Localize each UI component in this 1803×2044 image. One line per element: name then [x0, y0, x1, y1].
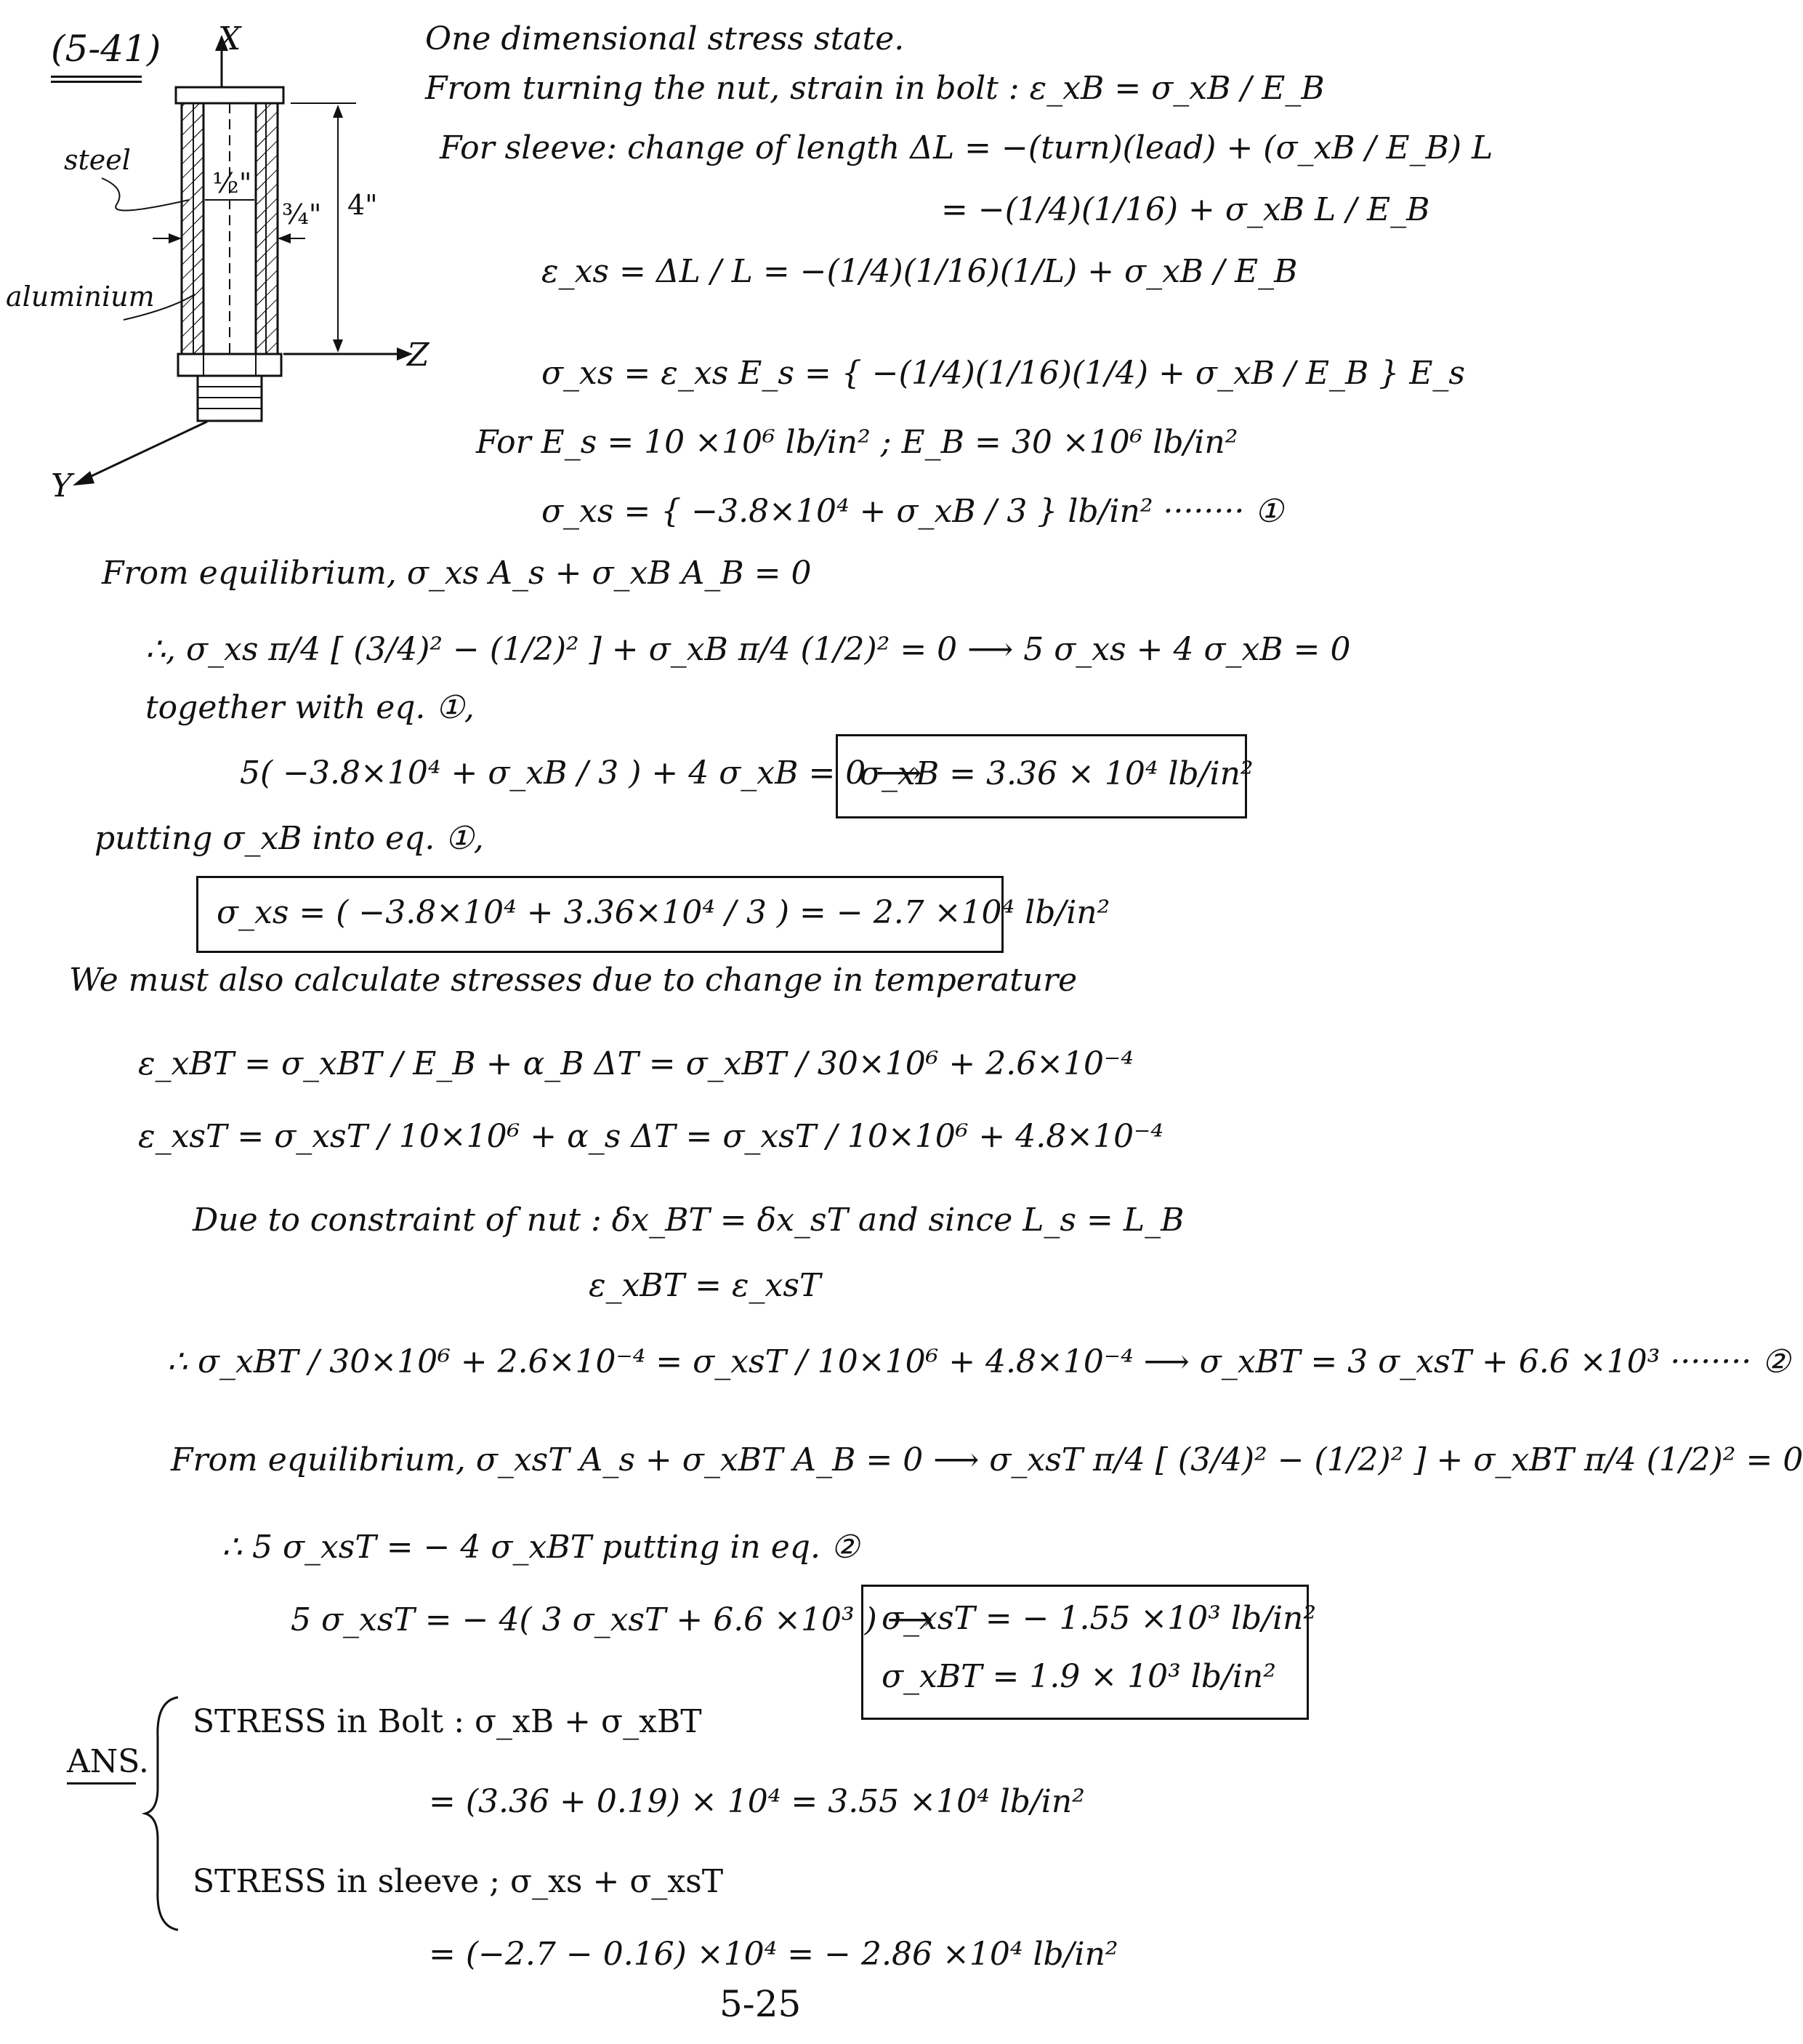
line-5: ε_xs = ΔL / L = −(1/4)(1/16)(1/L) + σ_xB / E_B [541, 253, 1298, 290]
line-21: ∴ σ_xBT / 30×10⁶ + 2.6×10⁻⁴ = σ_xsT / 10×10⁶ + 4.8×10⁻⁴ ⟶ σ_xBT = 3 σ_xsT + 6.6 ×10³ ········ ② [167, 1343, 1791, 1380]
line-4: = −(1/4)(1/16) + σ_xB L / E_B [941, 191, 1430, 228]
answer-sigma-xs: σ_xs = ( −3.8×10⁴ + 3.36×10⁴ / 3 ) = − 2.7 ×10⁴ lb/in² [217, 894, 1110, 931]
line-28: STRESS in Bolt : σ_xB + σ_xBT [193, 1703, 702, 1740]
figure-label-steel: steel [64, 144, 131, 176]
line-31: = (−2.7 − 0.16) ×10⁴ = − 2.86 ×10⁴ lb/in² [429, 1936, 1118, 1973]
line-20: ε_xBT = ε_xsT [589, 1267, 821, 1304]
line-22: From equilibrium, σ_xsT A_s + σ_xBT A_B = 0 ⟶ σ_xsT π/4 [ (3/4)² − (1/2)² ] + σ_xBT π/4 (1/2)² = 0 [171, 1441, 1803, 1478]
line-10: ∴, σ_xs π/4 [ (3/4)² − (1/2)² ] + σ_xB π/4 (1/2)² = 0 ⟶ 5 σ_xs + 4 σ_xB = 0 [145, 631, 1351, 668]
figure-axis-y: Y [51, 467, 73, 504]
line-16: We must also calculate stresses due to change in temperature [69, 962, 1078, 999]
line-17: ε_xBT = σ_xBT / E_B + α_B ΔT = σ_xBT / 30×10⁶ + 2.6×10⁻⁴ [138, 1045, 1134, 1082]
answer-label: ANS. [67, 1743, 149, 1780]
figure-dim-outer: ¾" [282, 198, 322, 230]
answer-label-underline [67, 1782, 136, 1785]
problem-number: (5-41) [51, 28, 161, 70]
line-9: From equilibrium, σ_xs A_s + σ_xB A_B = 0 [102, 555, 812, 592]
line-8: σ_xs = { −3.8×10⁴ + σ_xB / 3 } lb/in² ········ ① [541, 493, 1283, 530]
line-3: For sleeve: change of length ΔL = −(turn)(lead) + (σ_xB / E_B) L [440, 129, 1493, 166]
answer-sigma-xb: σ_xB = 3.36 × 10⁴ lb/in² [860, 755, 1254, 792]
answer-box-sigma-xb [836, 734, 1254, 818]
line-23: ∴ 5 σ_xsT = − 4 σ_xBT putting in eq. ② [222, 1529, 860, 1566]
bolt-sleeve-diagram [0, 15, 465, 494]
answer-sigma-xst: σ_xsT = − 1.55 ×10³ lb/in² [882, 1600, 1317, 1637]
line-18: ε_xsT = σ_xsT / 10×10⁶ + α_s ΔT = σ_xsT / 10×10⁶ + 4.8×10⁻⁴ [138, 1118, 1163, 1155]
line-19: Due to constraint of nut : δx_BT = δx_sT and since L_s = L_B [193, 1202, 1185, 1239]
figure-dim-length: 4" [347, 189, 378, 221]
line-6: σ_xs = ε_xs E_s = { −(1/4)(1/16)(1/4) + σ_xB / E_B } E_s [541, 355, 1466, 392]
line-2: From turning the nut, strain in bolt : ε_xB = σ_xB / E_B [425, 70, 1325, 107]
line-30: STRESS in sleeve ; σ_xs + σ_xsT [193, 1863, 724, 1900]
line-24: 5 σ_xsT = − 4( 3 σ_xsT + 6.6 ×10³ ) ⟶ [291, 1601, 933, 1638]
line-7: For E_s = 10 ×10⁶ lb/in² ; E_B = 30 ×10⁶ lb/in² [476, 424, 1238, 461]
figure-axis-x: X [218, 20, 241, 57]
answer-box-thermal [861, 1585, 1317, 1720]
line-1: One dimensional stress state. [425, 20, 905, 57]
answer-brace [142, 1694, 185, 1934]
line-12: 5( −3.8×10⁴ + σ_xB / 3 ) + 4 σ_xB = 0 ⟶ [240, 755, 922, 792]
line-14: putting σ_xB into eq. ①, [94, 820, 484, 857]
figure-dim-inner: ½" [212, 167, 252, 199]
figure-axis-z: Z [407, 337, 429, 374]
answer-sigma-xbt: σ_xBT = 1.9 × 10³ lb/in² [882, 1658, 1276, 1695]
answer-box-sigma-xs [196, 876, 1110, 953]
figure-label-aluminum: aluminium [6, 281, 155, 313]
page-number: 5-25 [719, 1983, 802, 2025]
line-11: together with eq. ①, [145, 689, 475, 726]
line-29: = (3.36 + 0.19) × 10⁴ = 3.55 ×10⁴ lb/in² [429, 1783, 1085, 1820]
